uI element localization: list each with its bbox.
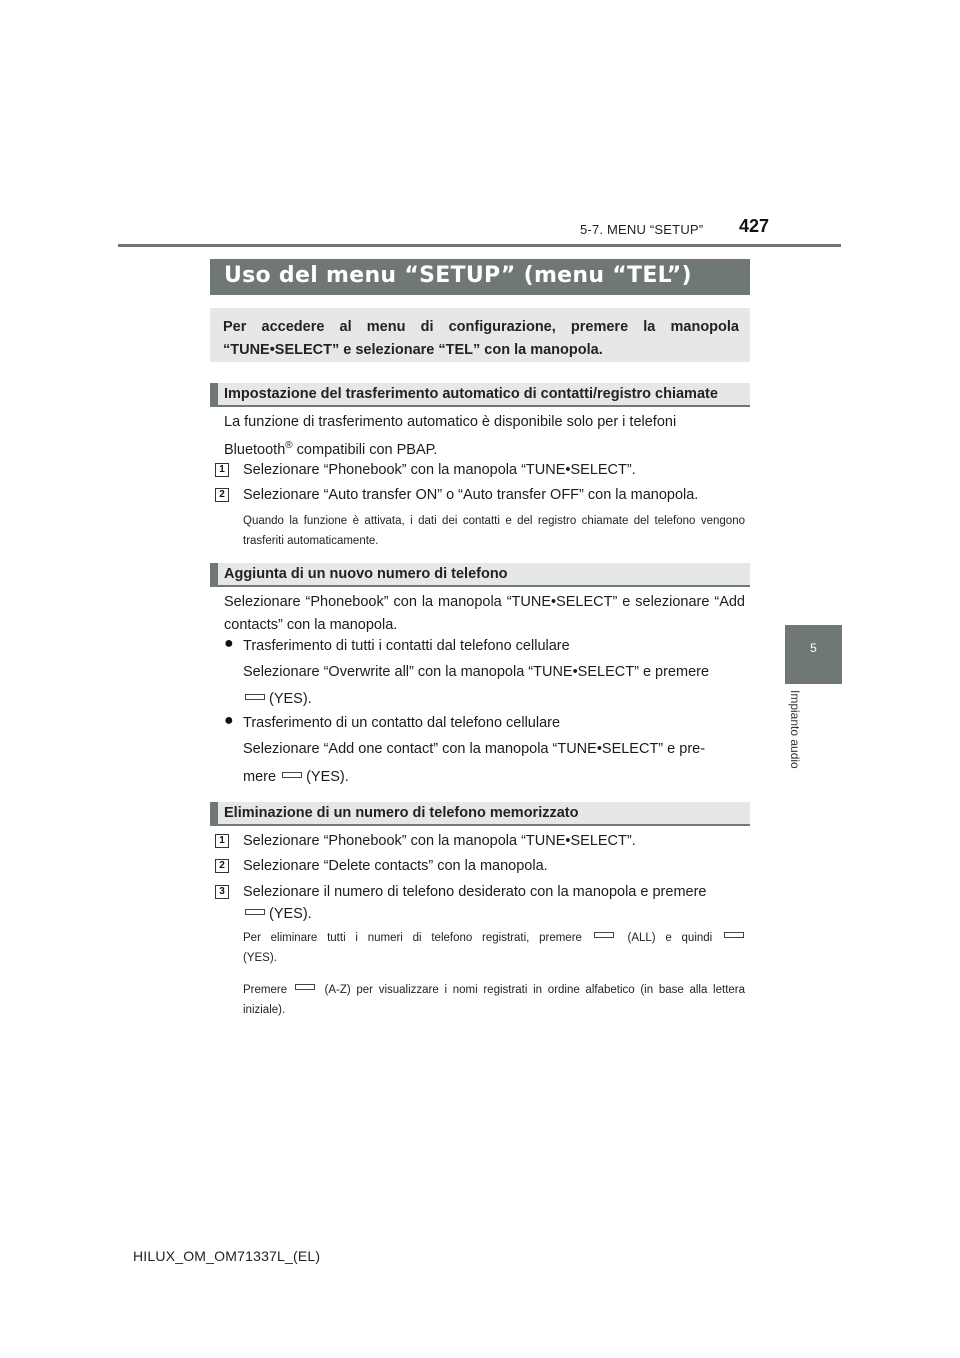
document-code: HILUX_OM_OM71337L_(EL) [133, 1248, 321, 1264]
screen-button-icon [594, 932, 614, 938]
screen-button-icon [724, 932, 744, 938]
step-number: 1 [215, 463, 229, 477]
intro-text: Per accedere al menu di configurazione, premere la manopola “TUNE•SELECT” e selezionare “TEL” con la manopola. [223, 319, 739, 358]
screen-button-icon [295, 984, 315, 990]
bullet2-text: Selezionare “Add one contact” con la manopola “TUNE•SELECT” e pre- [243, 741, 706, 757]
section3-note1-line2: (YES). [243, 952, 277, 964]
section3-note2: Premere (A-Z) per visualizzare i nomi registrati in ordine alfabetico (in base alla lettera iniziale). [243, 984, 746, 1016]
screen-button-icon [245, 694, 265, 700]
bullet1-text: Selezionare “Overwrite all” con la manopola “TUNE•SELECT” e premere [243, 664, 710, 680]
step-number: 2 [215, 488, 229, 502]
section1-note: Quando la funzione è attivata, i dati dei contatti e del registro chiamate del telefono vengono trasferiti automaticamente. [243, 515, 745, 547]
section-reference: 5-7. MENU “SETUP” [580, 222, 704, 237]
bullet2-title: Trasferimento di un contatto dal telefono cellulare [243, 715, 561, 731]
page-number: 427 [739, 216, 770, 236]
section1-paragraph-line1: La funzione di trasferimento automatico è disponibile solo per i telefoni [224, 414, 677, 430]
subsection-heading-delete-number: Eliminazione di un numero di telefono memorizzato [210, 802, 750, 826]
bullet1-tail: (YES). [243, 688, 745, 711]
chapter-title: Impianto audio [788, 690, 802, 769]
step-number: 1 [215, 834, 229, 848]
screen-button-icon [245, 909, 265, 915]
chapter-number: 5 [810, 641, 817, 655]
subsection-heading-auto-transfer: Impostazione del trasferimento automatico di contatti/registro chiamate [210, 383, 750, 407]
section2-paragraph: Selezionare “Phonebook” con la manopola “TUNE•SELECT” e selezionare “Add contacts” con la manopola. [224, 594, 745, 633]
page-title-banner [210, 259, 750, 295]
intro-box [210, 308, 750, 362]
section3-step3: Selezionare il numero di telefono desiderato con la manopola e premere [243, 884, 707, 900]
header-rule [118, 244, 841, 247]
subsection-heading-add-number: Aggiunta di un nuovo numero di telefono [210, 563, 750, 587]
step-number: 2 [215, 859, 229, 873]
bullet1-title: Trasferimento di tutti i contatti dal telefono cellulare [243, 638, 570, 654]
section3-note1-line1: Per eliminare tutti i numeri di telefono registrati, premere (ALL) e quindi [243, 928, 748, 948]
step-number: 3 [215, 885, 229, 899]
section1-paragraph-line2: Bluetooth® compatibili con PBAP. [224, 440, 438, 458]
section3-step1: Selezionare “Phonebook” con la manopola “TUNE•SELECT”. [243, 833, 636, 849]
section1-step2: Selezionare “Auto transfer ON” o “Auto transfer OFF” con la manopola. [243, 487, 699, 503]
screen-button-icon [282, 772, 302, 778]
bullet-icon: ● [224, 635, 234, 652]
bullet-icon: ● [224, 712, 234, 729]
bullet2-tail: mere (YES). [243, 769, 349, 785]
section3-step3-tail: (YES). [243, 903, 745, 926]
section3-step2: Selezionare “Delete contacts” con la manopola. [243, 858, 548, 874]
page-title: Uso del menu “SETUP” (menu “TEL”) [224, 263, 692, 288]
section1-step1: Selezionare “Phonebook” con la manopola “TUNE•SELECT”. [243, 462, 636, 478]
